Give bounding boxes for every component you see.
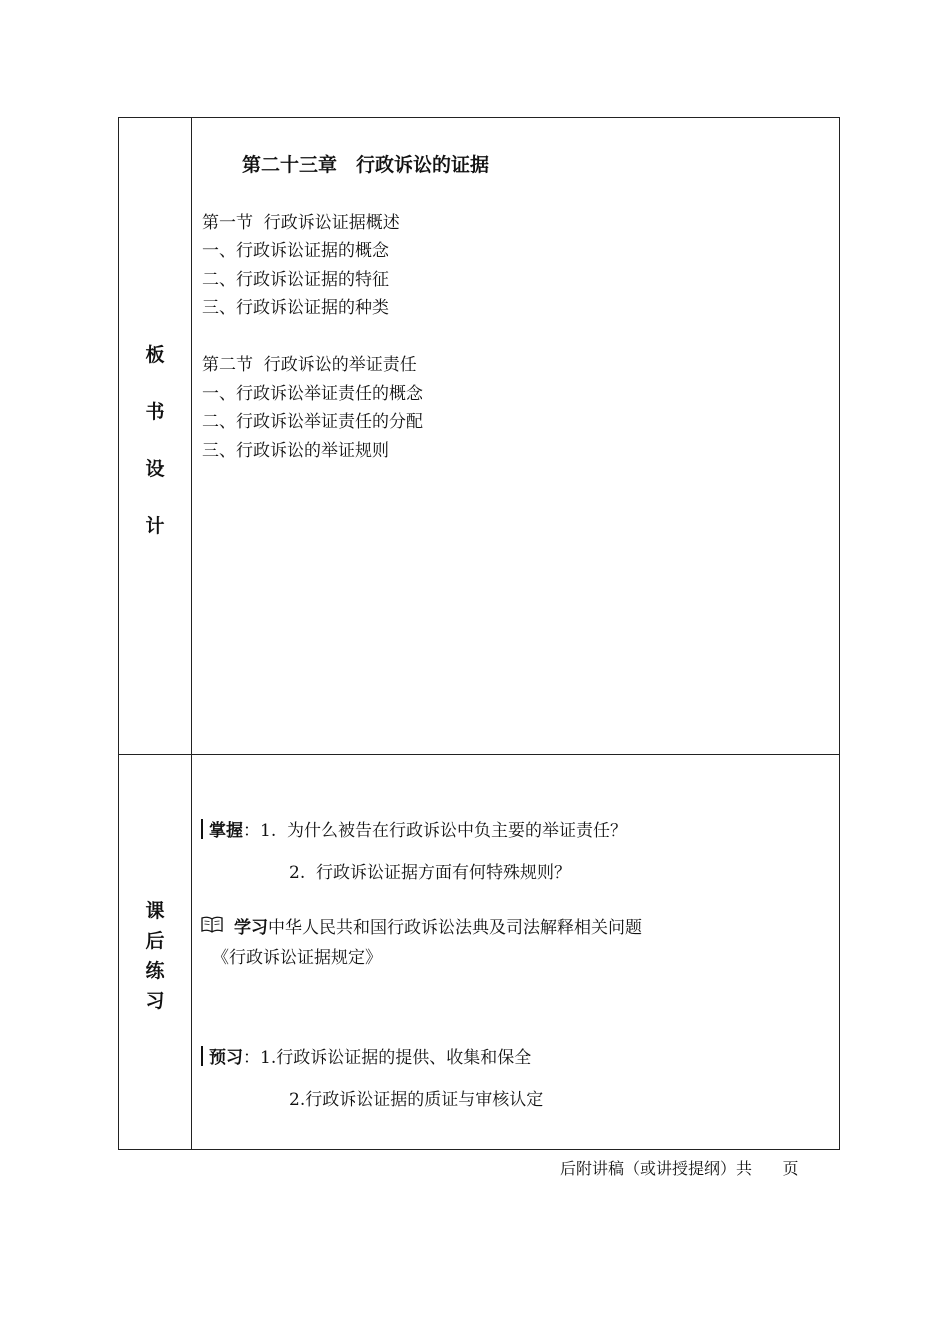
section-heading: 第二节 行政诉讼的举证责任 (202, 355, 417, 375)
outline-item: 三、行政诉讼的举证规则 (202, 441, 389, 461)
section-heading: 第一节 行政诉讼证据概述 (202, 213, 400, 233)
study-label: 学习 (234, 918, 268, 938)
master-sep: ： (243, 821, 260, 841)
outline-item: 三、行政诉讼证据的种类 (202, 298, 389, 318)
master-item: 1. 为什么被告在行政诉讼中负主要的举证责任？ (260, 821, 628, 841)
label-char: 计 (145, 515, 165, 537)
preview-label: 预习 (209, 1048, 243, 1068)
bullet-mark-icon (201, 1046, 206, 1066)
outline-item: 二、行政诉讼举证责任的分配 (202, 412, 423, 432)
master-line-1 (201, 816, 627, 841)
study-text: 中华人民共和国行政诉讼法典及司法解释相关问题 (268, 918, 642, 938)
master-label: 掌握 (209, 821, 243, 841)
preview-item: 1.行政诉讼证据的提供、收集和保全 (260, 1048, 532, 1068)
label-char: 后 (145, 930, 165, 952)
study-subtext: 《行政诉讼证据规定》 (212, 948, 382, 968)
master-item: 2. 行政诉讼证据方面有何特殊规则？ (289, 863, 572, 883)
label-char: 书 (145, 401, 165, 423)
row-divider (119, 754, 839, 755)
outline-item: 二、行政诉讼证据的特征 (202, 270, 389, 290)
exercises-label (119, 896, 191, 1016)
label-char: 设 (145, 458, 165, 480)
footer-page-note: 后附讲稿（或讲授提纲）共 页 (560, 1159, 799, 1178)
label-char: 习 (145, 990, 165, 1012)
open-book-icon (201, 916, 223, 933)
label-char: 板 (145, 344, 165, 366)
preview-item: 2.行政诉讼证据的质证与审核认定 (289, 1090, 544, 1110)
board-design-label (119, 340, 191, 568)
preview-line-1 (201, 1043, 531, 1068)
label-char: 练 (145, 960, 165, 982)
bullet-mark-icon (201, 819, 206, 839)
outline-item: 一、行政诉讼举证责任的概念 (202, 384, 423, 404)
label-char: 课 (145, 900, 165, 922)
column-divider (191, 118, 192, 1149)
preview-sep: ： (243, 1048, 260, 1068)
outline-item: 一、行政诉讼证据的概念 (202, 241, 389, 261)
study-line (234, 913, 642, 938)
chapter-title: 第二十三章 行政诉讼的证据 (242, 154, 490, 176)
